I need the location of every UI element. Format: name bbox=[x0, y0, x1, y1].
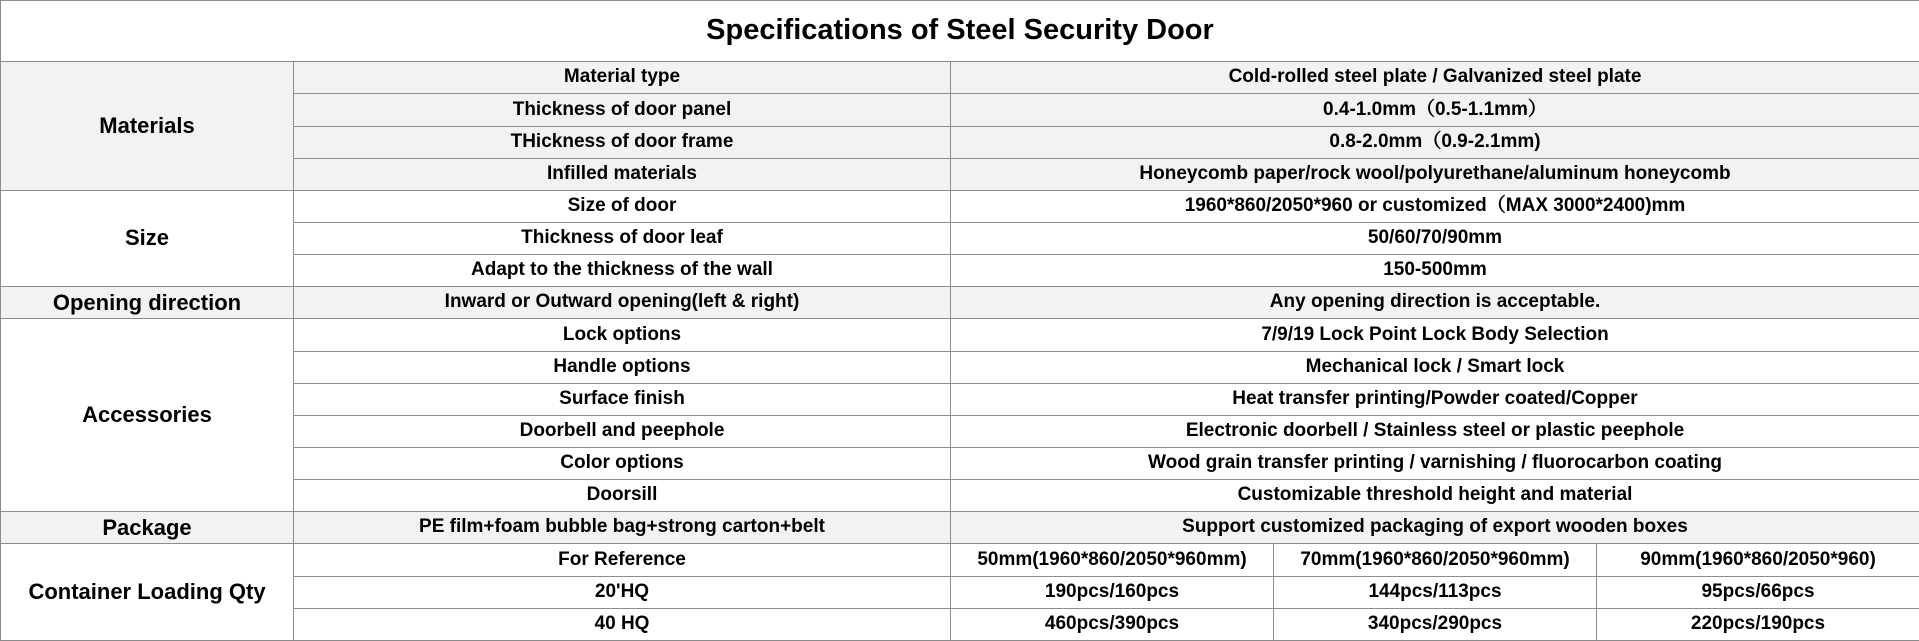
spec-label: PE film+foam bubble bag+strong carton+belt bbox=[294, 512, 951, 544]
table-row bbox=[1, 190, 1919, 222]
table-row bbox=[1, 287, 1919, 319]
spec-label: Lock options bbox=[294, 319, 951, 351]
spec-label: Material type bbox=[294, 62, 951, 94]
spec-value: 90mm(1960*860/2050*960) bbox=[1597, 544, 1919, 576]
spec-value: Mechanical lock / Smart lock bbox=[951, 351, 1919, 383]
spec-label: Thickness of door leaf bbox=[294, 222, 951, 254]
spec-value: 150-500mm bbox=[951, 255, 1919, 287]
table-row bbox=[1, 512, 1919, 544]
table-row bbox=[1, 544, 1919, 576]
spec-value: Cold-rolled steel plate / Galvanized steel plate bbox=[951, 62, 1919, 94]
category-package: Package bbox=[1, 512, 294, 544]
spec-value: 144pcs/113pcs bbox=[1274, 576, 1597, 608]
spec-label: Surface finish bbox=[294, 383, 951, 415]
spec-value: 190pcs/160pcs bbox=[951, 576, 1274, 608]
spec-label: 20'HQ bbox=[294, 576, 951, 608]
spec-label: Size of door bbox=[294, 190, 951, 222]
spec-label: Handle options bbox=[294, 351, 951, 383]
spec-label: For Reference bbox=[294, 544, 951, 576]
spec-value: Heat transfer printing/Powder coated/Copper bbox=[951, 383, 1919, 415]
spec-value: 1960*860/2050*960 or customized（MAX 3000*2400)mm bbox=[951, 190, 1919, 222]
spec-value: Support customized packaging of export wooden boxes bbox=[951, 512, 1919, 544]
spec-label: Color options bbox=[294, 447, 951, 479]
table-row bbox=[1, 62, 1919, 94]
spec-label: Doorsill bbox=[294, 480, 951, 512]
spec-label: Thickness of door panel bbox=[294, 94, 951, 126]
spec-value: 95pcs/66pcs bbox=[1597, 576, 1919, 608]
category-opening-direction: Opening direction bbox=[1, 287, 294, 319]
spec-value: 7/9/19 Lock Point Lock Body Selection bbox=[951, 319, 1919, 351]
spec-value: Any opening direction is acceptable. bbox=[951, 287, 1919, 319]
spec-label: Inward or Outward opening(left & right) bbox=[294, 287, 951, 319]
spec-value: 340pcs/290pcs bbox=[1274, 608, 1597, 640]
spec-value: Honeycomb paper/rock wool/polyurethane/aluminum honeycomb bbox=[951, 158, 1919, 190]
page-title: Specifications of Steel Security Door bbox=[1, 1, 1919, 62]
category-materials: Materials bbox=[1, 62, 294, 191]
spec-label: Infilled materials bbox=[294, 158, 951, 190]
spec-value: 460pcs/390pcs bbox=[951, 608, 1274, 640]
spec-label: THickness of door frame bbox=[294, 126, 951, 158]
spec-value: 50mm(1960*860/2050*960mm) bbox=[951, 544, 1274, 576]
category-accessories: Accessories bbox=[1, 319, 294, 512]
table-row bbox=[1, 319, 1919, 351]
spec-value: Electronic doorbell / Stainless steel or plastic peephole bbox=[951, 415, 1919, 447]
spec-label: Adapt to the thickness of the wall bbox=[294, 255, 951, 287]
category-size: Size bbox=[1, 190, 294, 286]
spec-value: 0.4-1.0mm（0.5-1.1mm） bbox=[951, 94, 1919, 126]
spec-label: Doorbell and peephole bbox=[294, 415, 951, 447]
spec-value: Customizable threshold height and material bbox=[951, 480, 1919, 512]
spec-value: 50/60/70/90mm bbox=[951, 222, 1919, 254]
spec-value: 220pcs/190pcs bbox=[1597, 608, 1919, 640]
spec-value: Wood grain transfer printing / varnishing / fluorocarbon coating bbox=[951, 447, 1919, 479]
spec-label: 40 HQ bbox=[294, 608, 951, 640]
spec-value: 70mm(1960*860/2050*960mm) bbox=[1274, 544, 1597, 576]
category-container-loading: Container Loading Qty bbox=[1, 544, 294, 641]
spec-value: 0.8-2.0mm（0.9-2.1mm) bbox=[951, 126, 1919, 158]
